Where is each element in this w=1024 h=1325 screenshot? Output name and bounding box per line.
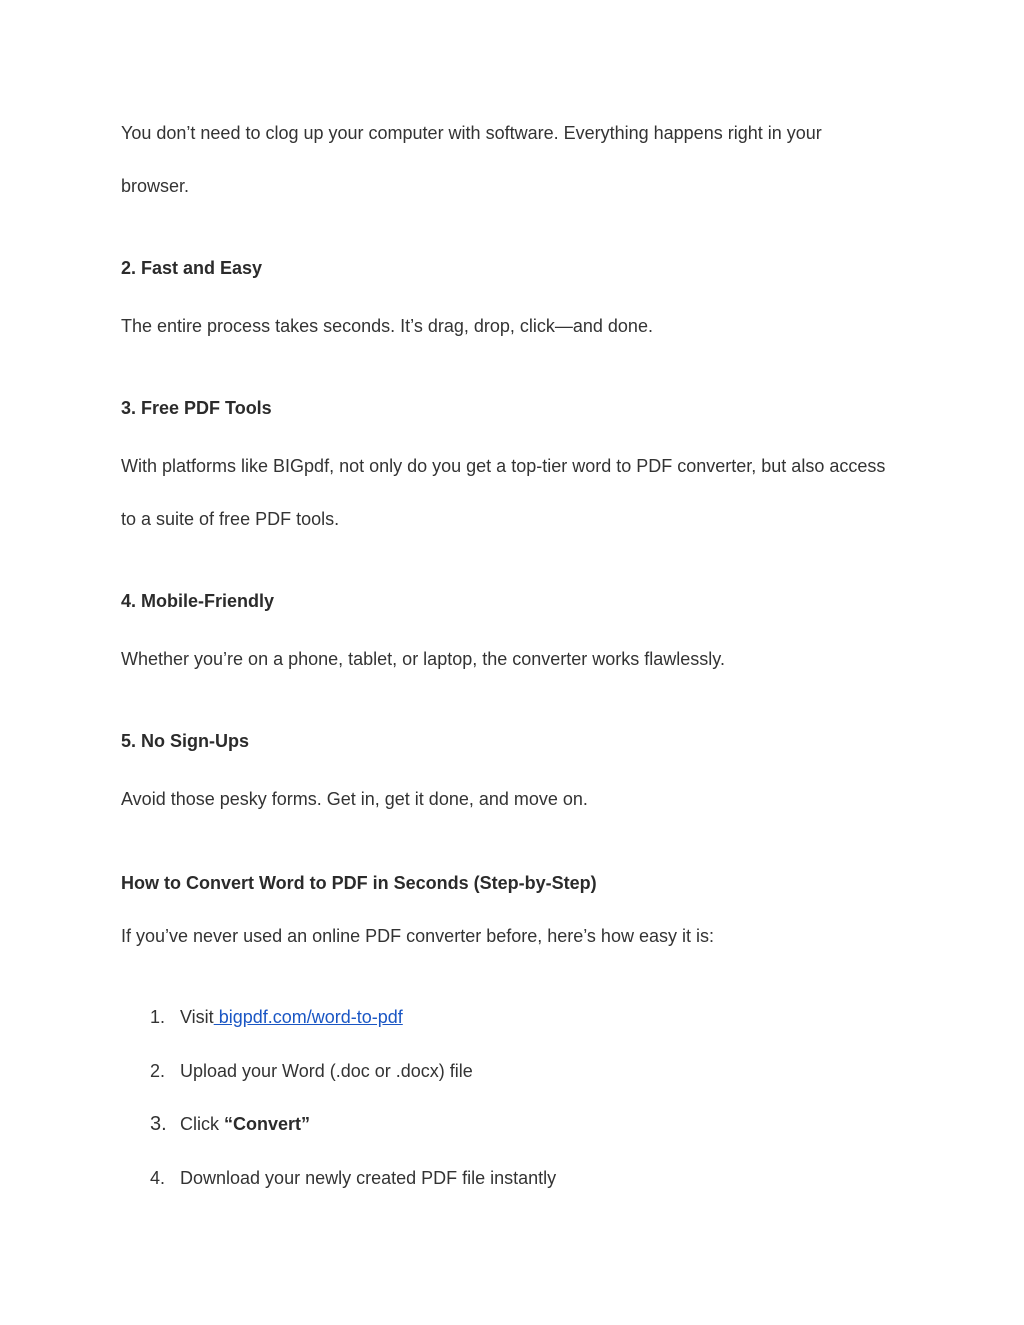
list-item [150, 1112, 310, 1136]
list-number: 1. [150, 1007, 166, 1027]
intro-line-2: browser. [121, 176, 190, 196]
howto-intro: If you’ve never used an online PDF converter before, here’s how easy it is: [121, 926, 714, 946]
list-item [150, 1005, 403, 1029]
section-text-free-tools-2: to a suite of free PDF tools. [121, 509, 340, 529]
section-text-no-signups: Avoid those pesky forms. Get in, get it done, and move on. [121, 789, 588, 809]
intro-line-1: You don’t need to clog up your computer with software. Everything happens right in your [121, 123, 822, 143]
list-number: 3. [150, 1113, 167, 1135]
list-item [150, 1166, 556, 1190]
section-heading-fast-easy: 2. Fast and Easy [121, 258, 263, 278]
section-heading-mobile: 4. Mobile-Friendly [121, 591, 275, 611]
howto-heading: How to Convert Word to PDF in Seconds (Step-by-Step) [121, 873, 597, 893]
section-text-mobile: Whether you’re on a phone, tablet, or laptop, the converter works flawlessly. [121, 649, 725, 669]
section-heading-no-signups: 5. No Sign-Ups [121, 731, 250, 751]
convert-emphasis: “Convert” [224, 1114, 311, 1134]
list-text: Click [180, 1114, 224, 1134]
section-heading-free-tools: 3. Free PDF Tools [121, 398, 272, 418]
section-text-free-tools-1: With platforms like BIGpdf, not only do you get a top-tier word to PDF converter, but also access [121, 456, 886, 476]
list-text: Visit [180, 1007, 214, 1027]
list-item [150, 1059, 473, 1083]
list-number: 2. [150, 1061, 166, 1081]
list-number: 4. [150, 1168, 166, 1188]
list-text: Download your newly created PDF file instantly [180, 1168, 557, 1188]
list-text: Upload your Word (.doc or .docx) file [180, 1061, 473, 1081]
section-text-fast-easy: The entire process takes seconds. It’s drag, drop, click—and done. [121, 316, 653, 336]
bigpdf-link[interactable]: bigpdf.com/word-to-pdf [213, 1007, 403, 1027]
